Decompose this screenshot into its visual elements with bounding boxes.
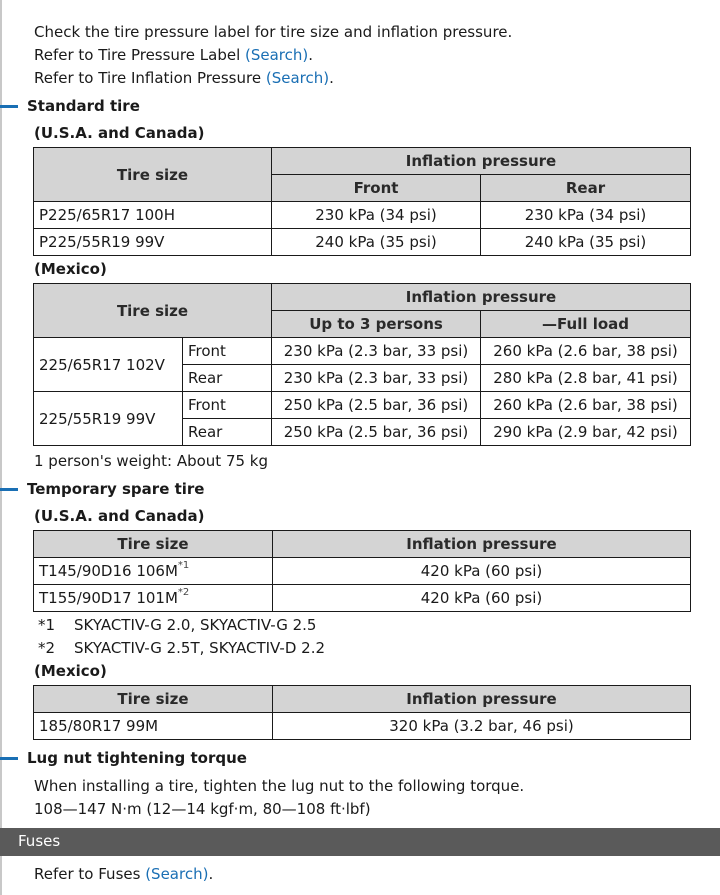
cell-pressure: 420 kPa (60 psi) bbox=[273, 585, 691, 612]
fuses-end: . bbox=[208, 865, 214, 883]
header-rear: Rear bbox=[481, 175, 691, 202]
person-weight-note: 1 person's weight: About 75 kg bbox=[34, 452, 269, 470]
intro-line-3-end: . bbox=[329, 69, 334, 87]
table-row bbox=[34, 338, 691, 365]
header-inflation-pressure: Inflation pressure bbox=[273, 531, 691, 558]
footnote-marker: *1 bbox=[177, 560, 190, 571]
tire-size-text: T145/90D16 106M bbox=[39, 562, 178, 580]
fuses-text: Refer to Fuses bbox=[34, 865, 146, 883]
section-lug-nut-torque bbox=[0, 747, 247, 769]
table-row bbox=[34, 713, 691, 740]
cell-rear-pressure: 230 kPa (34 psi) bbox=[481, 202, 691, 229]
cell-up-to-3-pressure: 250 kPa (2.5 bar, 36 psi) bbox=[272, 419, 481, 446]
cell-full-load-pressure: 260 kPa (2.6 bar, 38 psi) bbox=[481, 338, 691, 365]
cell-pressure: 420 kPa (60 psi) bbox=[273, 558, 691, 585]
section-marker-icon bbox=[0, 488, 18, 491]
footnote-1 bbox=[38, 615, 316, 635]
footnote-2 bbox=[38, 638, 325, 658]
region-label-usa: (U.S.A. and Canada) bbox=[34, 124, 205, 142]
cell-front-pressure: 230 kPa (34 psi) bbox=[272, 202, 481, 229]
table-row bbox=[34, 392, 691, 419]
intro-line-3-text: Refer to Tire Inflation Pressure bbox=[34, 69, 266, 87]
cell-rear-pressure: 240 kPa (35 psi) bbox=[481, 229, 691, 256]
cell-tire-size bbox=[34, 585, 273, 612]
table-row bbox=[34, 558, 691, 585]
region-label-usa: (U.S.A. and Canada) bbox=[34, 507, 205, 525]
cell-pressure: 320 kPa (3.2 bar, 46 psi) bbox=[273, 713, 691, 740]
intro-line-2-end: . bbox=[308, 46, 314, 64]
header-inflation-pressure: Inflation pressure bbox=[273, 686, 691, 713]
footnote-text: SKYACTIV-G 2.0, SKYACTIV-G 2.5 bbox=[74, 616, 317, 634]
footnote-mark: *2 bbox=[38, 639, 56, 657]
section-title: Standard tire bbox=[27, 97, 140, 115]
section-marker-icon bbox=[0, 105, 18, 108]
footnote-mark: *1 bbox=[38, 616, 56, 634]
footnote-marker: *2 bbox=[177, 587, 190, 598]
header-inflation-pressure: Inflation pressure bbox=[272, 284, 691, 311]
fuses-line bbox=[34, 864, 213, 884]
tire-pressure-label-search-link[interactable]: (Search) bbox=[245, 46, 309, 64]
header-tire-size: Tire size bbox=[34, 531, 273, 558]
header-front: Front bbox=[272, 175, 481, 202]
tire-inflation-pressure-search-link[interactable]: (Search) bbox=[265, 69, 330, 87]
header-inflation-pressure: Inflation pressure bbox=[272, 148, 691, 175]
region-label-mexico: (Mexico) bbox=[34, 260, 107, 278]
cell-front-pressure: 240 kPa (35 psi) bbox=[272, 229, 481, 256]
intro-line-3 bbox=[34, 68, 334, 88]
cell-position: Rear bbox=[183, 365, 272, 392]
cell-tire-size: 225/65R17 102V bbox=[34, 338, 183, 392]
cell-tire-size: P225/55R19 99V bbox=[34, 229, 272, 256]
header-tire-size: Tire size bbox=[34, 686, 273, 713]
standard-mexico-table bbox=[33, 283, 691, 446]
header-up-to-3-persons: Up to 3 persons bbox=[272, 311, 481, 338]
cell-position: Front bbox=[183, 392, 272, 419]
fuses-header-bar bbox=[0, 828, 720, 856]
section-marker-icon bbox=[0, 757, 18, 760]
cell-full-load-pressure: 280 kPa (2.8 bar, 41 psi) bbox=[481, 365, 691, 392]
cell-full-load-pressure: 260 kPa (2.6 bar, 38 psi) bbox=[481, 392, 691, 419]
cell-full-load-pressure: 290 kPa (2.9 bar, 42 psi) bbox=[481, 419, 691, 446]
lug-nut-line-2: 108—147 N·m (12—14 kgf·m, 80—108 ft·lbf) bbox=[34, 800, 371, 818]
section-title: Lug nut tightening torque bbox=[27, 749, 247, 767]
standard-usa-table bbox=[33, 147, 691, 256]
cell-up-to-3-pressure: 230 kPa (2.3 bar, 33 psi) bbox=[272, 338, 481, 365]
section-standard-tire bbox=[0, 95, 140, 117]
table-row bbox=[34, 585, 691, 612]
cell-up-to-3-pressure: 230 kPa (2.3 bar, 33 psi) bbox=[272, 365, 481, 392]
fuses-search-link[interactable]: (Search) bbox=[145, 865, 209, 883]
section-title: Temporary spare tire bbox=[27, 480, 205, 498]
cell-tire-size: P225/65R17 100H bbox=[34, 202, 272, 229]
header-full-load: —Full load bbox=[481, 311, 691, 338]
tire-size-text: T155/90D17 101M bbox=[39, 589, 178, 607]
intro-line-2-text: Refer to Tire Pressure Label bbox=[34, 46, 246, 64]
intro-line-1: Check the tire pressure label for tire size and inflation pressure. bbox=[34, 23, 513, 41]
cell-position: Rear bbox=[183, 419, 272, 446]
header-tire-size: Tire size bbox=[34, 284, 272, 338]
section-temporary-spare-tire bbox=[0, 478, 204, 500]
cell-tire-size: 185/80R17 99M bbox=[34, 713, 273, 740]
table-row bbox=[34, 202, 691, 229]
intro-line-2 bbox=[34, 45, 313, 65]
cell-up-to-3-pressure: 250 kPa (2.5 bar, 36 psi) bbox=[272, 392, 481, 419]
region-label-mexico: (Mexico) bbox=[34, 662, 107, 680]
cell-tire-size bbox=[34, 558, 273, 585]
cell-tire-size: 225/55R19 99V bbox=[34, 392, 183, 446]
footnote-text: SKYACTIV-G 2.5T, SKYACTIV-D 2.2 bbox=[74, 639, 326, 657]
header-tire-size: Tire size bbox=[34, 148, 272, 202]
spare-usa-table bbox=[33, 530, 691, 612]
spare-mexico-table bbox=[33, 685, 691, 740]
cell-position: Front bbox=[183, 338, 272, 365]
table-row bbox=[34, 229, 691, 256]
fuses-title: Fuses bbox=[18, 832, 61, 850]
lug-nut-line-1: When installing a tire, tighten the lug nut to the following torque. bbox=[34, 777, 525, 795]
